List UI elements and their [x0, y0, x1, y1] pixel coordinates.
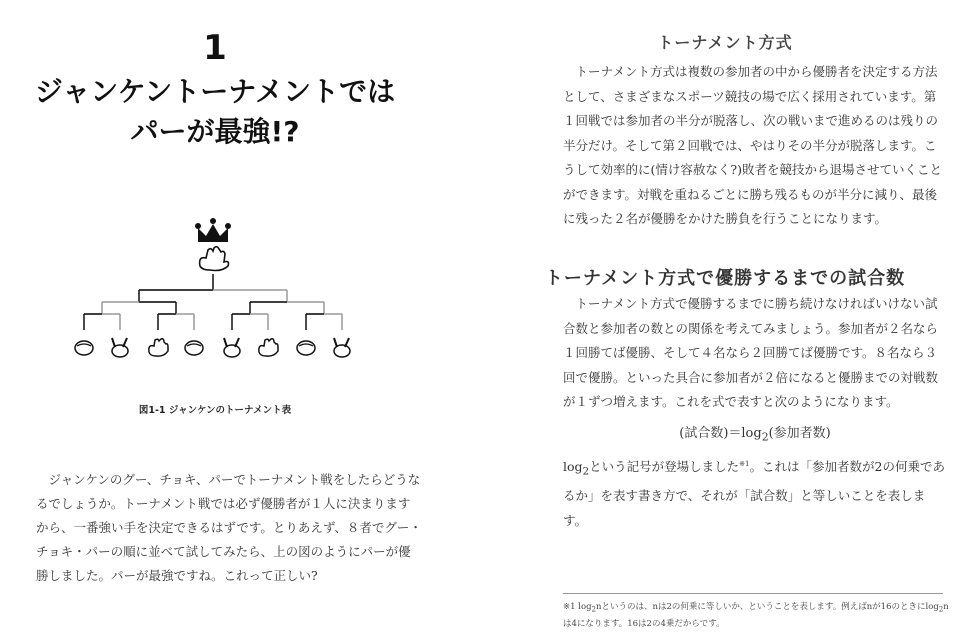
section1-paragraph: トーナメント方式は複数の参加者の中から優勝者を決定する方法として、さまざまなスポーツ競技の場で広く採用されています。第１回戦では参加者の半分が脱落し、次の戦いまで進めるのは残りの半分だけ。そして第２回戦では、やはりその半分が脱落します。こうして効率的に(情け容赦なく?)敗者を競技から退場させていくことができます。対戦を重ねるごとに勝ち残るものが半分に減り、最後に残った２名が優勝をかけた勝負を行うことになります。	[563, 64, 942, 226]
chapter-title-line2: パーが最強!?	[130, 115, 300, 148]
log-explanation	[563, 452, 947, 533]
footnote-divider	[563, 593, 943, 594]
hand-paper-icon	[149, 339, 168, 356]
hand-scissors-icon	[224, 338, 240, 357]
footnote-subscript1: 2	[591, 604, 597, 614]
chapter-number: 1	[203, 28, 227, 68]
footnote-subscript2: 2	[938, 604, 944, 614]
footnote-ref[interactable]: ※1	[739, 460, 750, 468]
footnote-mark: ※1	[563, 602, 576, 612]
tournament-bracket-figure	[60, 210, 370, 370]
section2-paragraph: トーナメント方式で優勝するまでに勝ち続けなければいけない試合数と参加者の数との関係を考えてみましょう。参加者が２名なら１回勝てば優勝、そして４名なら２回勝てば優勝です。８名なら３回で優勝。といった具合に参加者が２倍になると優勝までの対戦数が１ずつ増えます。これを式で表すと次のようになります。	[563, 296, 939, 409]
footnote-text2: nというのは、nは2の何乗に等しいか、ということを表します。例えばnが16のときにlog	[596, 602, 939, 612]
figure-caption: 図1-1 ジャンケンのトーナメント表	[138, 405, 292, 416]
crown-icon	[195, 218, 231, 242]
hand-rock-icon	[185, 341, 203, 355]
formula-subscript: 2	[761, 430, 769, 444]
section2-body	[563, 292, 947, 415]
explain-text2: 。これは「参加者数が2の何乗であるか」を表す書き方で、それが「試合数」と等しいことを表します。	[563, 459, 945, 528]
section1-body	[563, 60, 947, 232]
chapter-title	[0, 72, 430, 152]
left-body-text	[36, 468, 422, 588]
hand-rock-icon	[75, 341, 93, 355]
right-page	[483, 0, 967, 634]
hand-scissors-icon	[112, 338, 128, 357]
formula-left: (試合数)＝log	[679, 426, 762, 441]
hand-scissors-icon	[334, 338, 350, 357]
log-formula	[563, 422, 947, 444]
footnote-text1: log	[578, 602, 592, 612]
explain-subscript: 2	[582, 465, 590, 478]
explain-log: log	[563, 459, 583, 475]
hand-rock-icon	[297, 341, 315, 355]
chapter-title-line1: ジャンケントーナメントでは	[34, 75, 396, 108]
left-paragraph: ジャンケンのグー、チョキ、パーでトーナメント戦をしたらどうなるでしょうか。トーナメント戦では必ず優勝者が１人に決まりますから、一番強い手を決定できるはずです。とりあえず、８者でグー・チョキ・パーの順に並べて試してみたら、上の図のようにパーが優勝しました。パーが最強ですね。これって正しい?	[36, 472, 422, 583]
section-title-match-count: トーナメント方式で優勝するまでの試合数	[544, 268, 906, 289]
hand-paper-icon	[259, 339, 278, 356]
explain-text1: という記号が登場しました	[589, 459, 740, 475]
section-title-tournament: トーナメント方式	[657, 33, 793, 52]
footnote-text3: nは4になります。16は2の4乗だからです。	[563, 602, 949, 629]
left-page	[0, 0, 470, 634]
footnote	[563, 600, 953, 631]
bracket-lines	[84, 274, 342, 330]
formula-right: (参加者数)	[768, 426, 831, 441]
hand-paper-icon	[200, 247, 229, 271]
